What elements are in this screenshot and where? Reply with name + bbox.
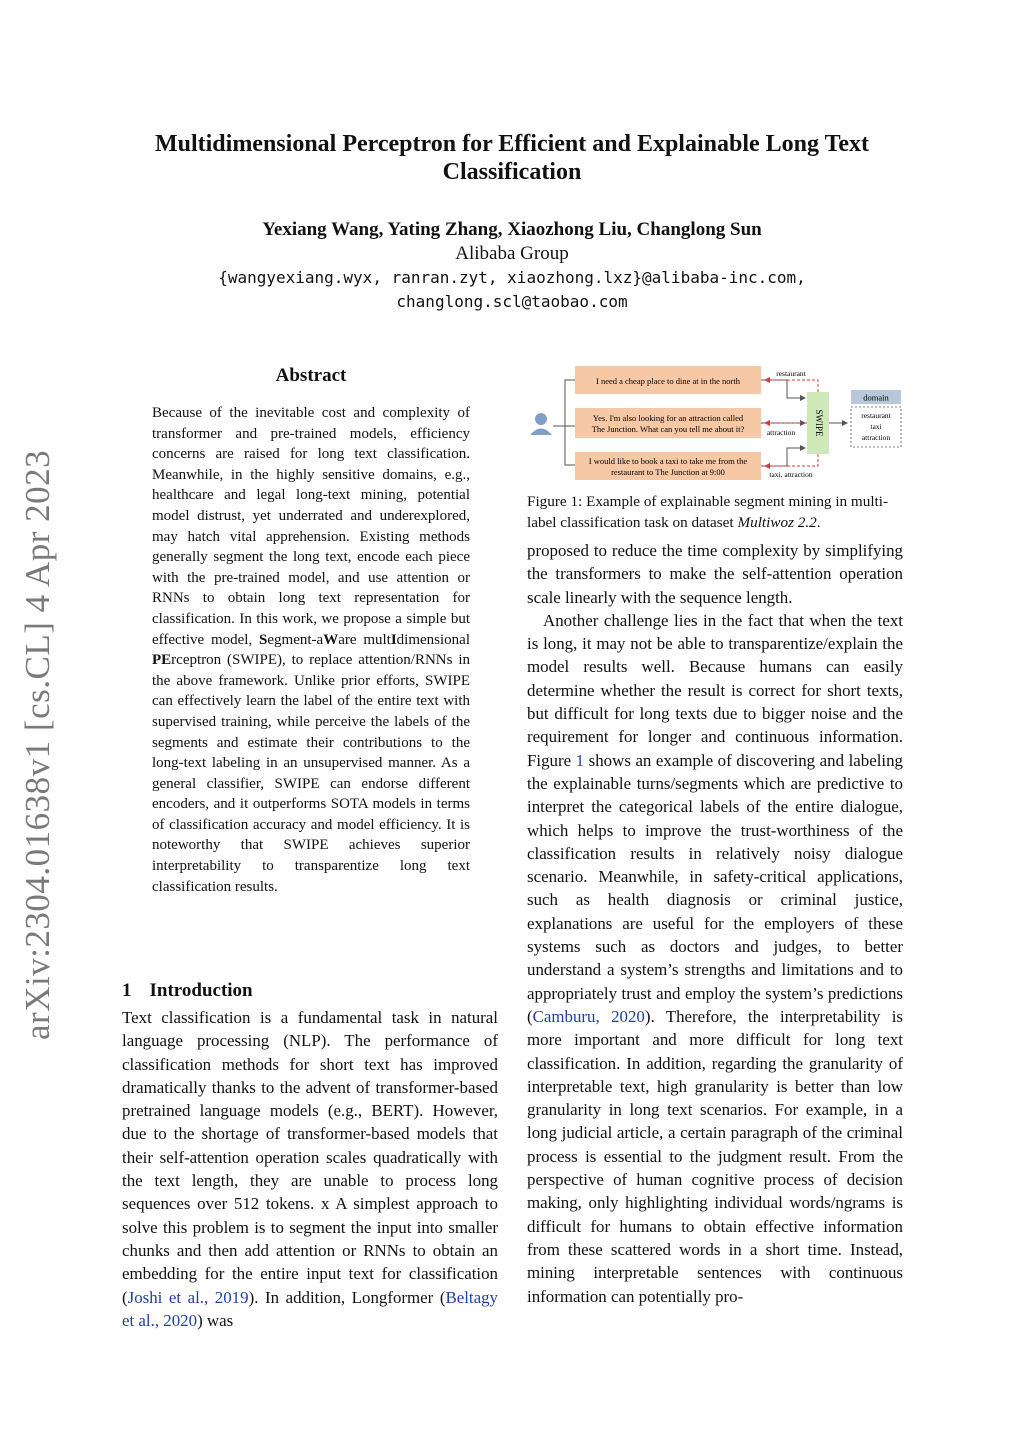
emails-line-1: {wangyexiang.wyx, ranran.zyt, xiaozhong.lxz}@alibaba-inc.com, — [218, 268, 806, 287]
citation-link[interactable]: Camburu, 2020 — [532, 1006, 645, 1026]
figure-1-caption — [527, 492, 903, 533]
intro-part-3: ) was — [197, 1310, 234, 1330]
para-part: Another challenge lies in the fact that when the text is long, it may not be able to transparentize/explain the model results well. Because humans can easily determine whether the result is correct for short texts, but difficult for long texts due to bigger noise and the requirement for longer and continuous information. Figure — [527, 610, 903, 770]
acronym-letter: I — [390, 631, 397, 648]
utterance-text: The Junction. What can you tell me about it? — [591, 424, 745, 434]
segment-label: attraction — [766, 428, 796, 437]
author-list: Yexiang Wang, Yating Zhang, Xiaozhong Liu, Changlong Sun — [262, 219, 762, 240]
utterance-text: I would like to book a taxi to take me from the — [588, 456, 748, 466]
acronym-rest: are mult — [338, 631, 391, 648]
section-title: Introduction — [149, 980, 253, 1001]
introduction-text — [122, 1006, 498, 1332]
swipe-label: SWIPE — [813, 409, 824, 437]
domain-item: restaurant — [861, 411, 891, 420]
utterance-text: Yes. I'm also looking for an attraction called — [592, 413, 744, 423]
abstract-part-1: Because of the inevitable cost and complexity of transformer and pre-trained models, efficiency concerns are raised for long text classification. Meanwhile, in the highly sensitive domains, e.g., healthcare and legal long-text mining, potential model distrust, yet underrated and underexplored, may hatch vital apprehension. Existing methods generally segment the long text, encode each piece with the pre-trained model, and use attention or RNNs to obtain long text representation for classification. In this work, we propose a simple but effective model, — [152, 405, 470, 648]
acronym-rest: rceptron (SWIPE), to replace attention/RNNs in the above framework. — [152, 652, 470, 689]
caption-prefix: Figure 1: — [527, 493, 583, 510]
abstract-heading: Abstract — [275, 365, 347, 386]
acronym-letter: PE — [152, 652, 172, 669]
citation-link[interactable]: Joshi et al., 2019 — [127, 1287, 249, 1307]
figure-ref-link[interactable]: 1 — [575, 750, 585, 770]
domain-item: attraction — [861, 433, 891, 442]
paper-title — [0, 130, 1024, 186]
citation-link[interactable]: Beltagy et al., 2020 — [122, 1287, 498, 1330]
intro-part-1: Text classification is a fundamental task in natural language processing (NLP). The performance of classification methods for short text has improved dramatically thanks to the advent of transformer-based pretrained language models (e.g., BERT). However, due to the shortage of transformer-based models that their self-attention operation scales quadratically with the text length, they are unable to process long sequences over 512 tokens. x A simplest approach to solve this problem is to segment the input into smaller chunks and then add attention or RNNs to obtain an embedding for the entire input text for classification ( — [122, 1008, 498, 1307]
domain-header-text: domain — [863, 392, 889, 403]
affiliation: Alibaba Group — [455, 243, 569, 264]
figure-1-diagram — [525, 362, 905, 487]
abstract-text — [152, 403, 470, 897]
paragraph — [527, 609, 903, 1308]
user-icon — [530, 413, 552, 435]
intro-part-2: ). In addition, Longformer ( — [248, 1287, 446, 1307]
section-heading — [122, 980, 253, 1002]
author-emails — [0, 266, 1024, 314]
para-part: ). Therefore, the interpretability is more important and more difficult for long text classification. In addition, regarding the granularity of interpretable text, high granularity is better than low granularity in long text scenarios. For example, in a long judicial article, a certain paragraph of the criminal process is essential to the judgment result. From the perspective of human cognitive process of decision making, only highlighting individual words/ngrams is difficult for humans to obtain effective information from these scattered words in a short time. Instead, mining interpretable sentences with continuous information can potentially pro- — [527, 1006, 903, 1306]
acronym-rest: egment-a — [267, 631, 324, 648]
acronym-letter: S — [259, 631, 268, 648]
title-line-1: Multidimensional Perceptron for Efficient and Explainable Long Text — [154, 131, 870, 157]
title-line-2: Classification — [442, 159, 582, 185]
arxiv-identifier: arXiv:2304.01638v1 [cs.CL] 4 Apr 2023 — [18, 449, 57, 1040]
right-column-text — [527, 539, 903, 1308]
section-number: 1 — [122, 980, 132, 1001]
acronym-rest: dimensional — [396, 631, 470, 648]
caption-end: . — [816, 513, 821, 531]
emails-line-2: changlong.scl@taobao.com — [396, 292, 628, 311]
para-part: shows an example of discovering and labeling the explainable turns/segments which are predictive to interpret the categorical labels of the entire dialogue, which helps to improve the trust-worthiness of the classification results in relatively noisy dialogue scenario. Meanwhile, in safety-critical applications, such as health diagnosis or criminal justice, explanations are useful for the employers of these systems such as doctors and judges, to better understand a system’s strengths and limitations and to appropriately trust and employ the system’s predictions ( — [527, 750, 903, 1026]
segment-label: restaurant — [776, 369, 806, 378]
caption-text: Example of explainable segment mining in multi-label classification task on dataset — [527, 493, 889, 531]
abstract-part-2: Unlike prior efforts, SWIPE can effectively learn the label of the entire text with supervised training, while perceive the labels of the segments and estimate their contributions to the long-text labeling in an unsupervised manner. As a general classifier, SWIPE can endorse different encoders, and it outperforms SOTA models in terms of classification accuracy and model efficiency. It is noteworthy that SWIPE achieves superior interpretability to transparentize long text classification results. — [152, 672, 470, 895]
domain-item: taxi — [870, 422, 882, 431]
caption-dataset: Multiwoz 2.2 — [737, 513, 817, 531]
paragraph: proposed to reduce the time complexity by simplifying the transformers to make the self-attention operation scale linearly with the sequence length. — [527, 541, 903, 607]
segment-label: taxi, attraction — [769, 470, 813, 479]
acronym-letter: W — [323, 631, 339, 648]
utterance-text: I need a cheap place to dine at in the north — [596, 376, 740, 386]
utterance-text: restaurant to The Junction at 9:00 — [611, 467, 725, 477]
